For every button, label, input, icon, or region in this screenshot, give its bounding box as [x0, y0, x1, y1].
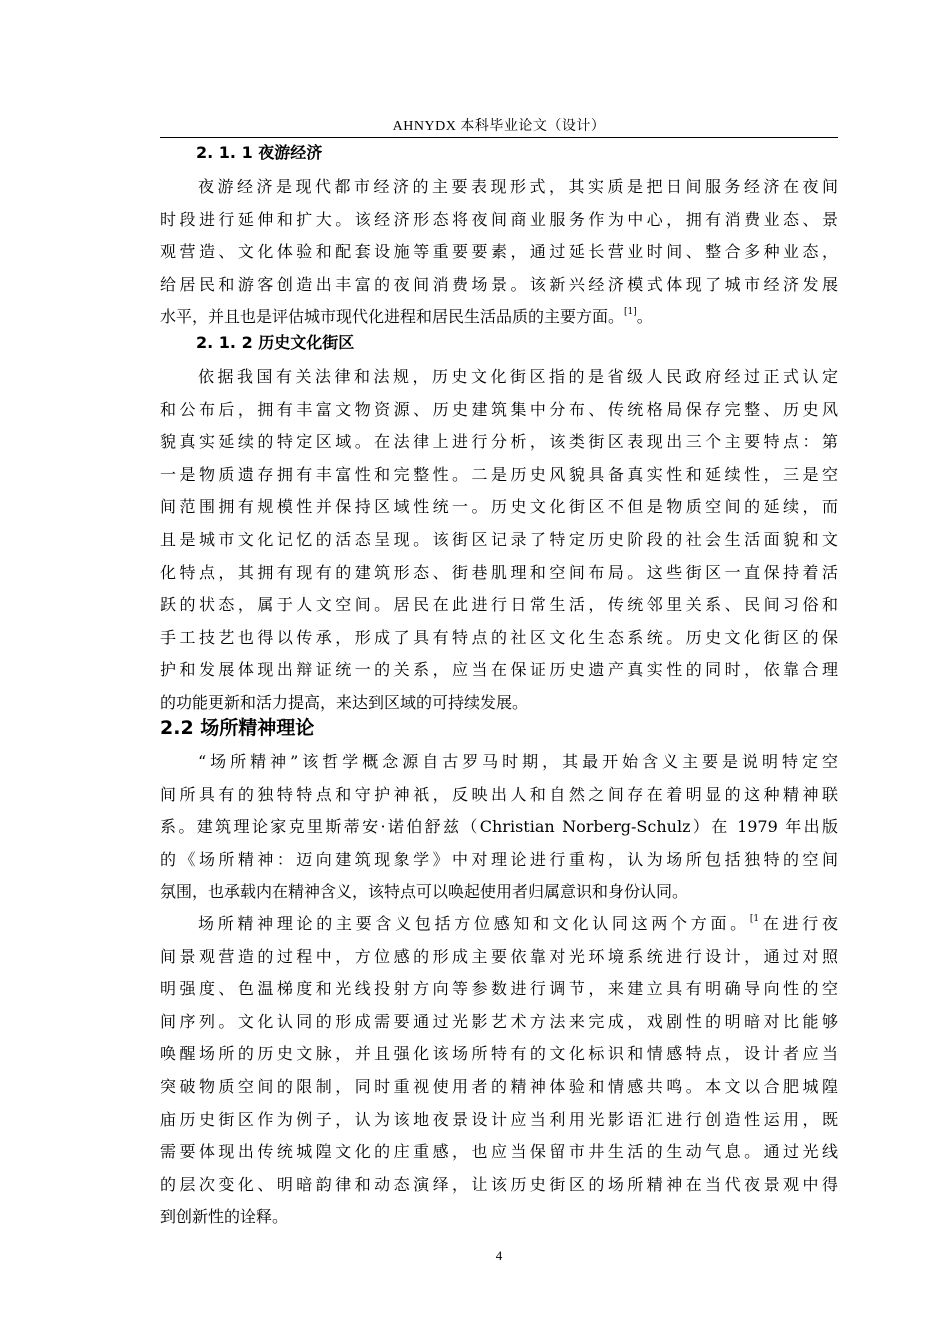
text-line-with-citation: [160, 301, 838, 334]
text-line: 庙历史街区作为例子，认为该地夜景设计应当利用光影语汇进行创造性运用，既: [160, 1109, 838, 1129]
header-rule: [160, 137, 838, 138]
citation-marker: [1]: [624, 307, 637, 318]
paragraph-historic-district: [160, 361, 838, 720]
text-line: 需要体现出传统城隍文化的庄重感，也应当保留市井生活的生动气息。通过光线: [160, 1142, 838, 1162]
text-line: 时段进行延伸和扩大。该经济形态将夜间商业服务作为中心，拥有消费业态、景: [160, 209, 838, 229]
text-line: 间景观营造的过程中，方位感的形成主要依靠对光环境系统进行设计，通过对照: [160, 946, 838, 966]
text-line: 间序列。文化认同的形成需要通过光影艺术方法来完成，戏剧性的明暗对比能够: [160, 1011, 838, 1031]
text-line: 的层次变化、明暗韵律和动态演绎，让该历史街区的场所精神在当代夜景观中得: [160, 1174, 838, 1194]
text-line: 和公布后，拥有丰富文物资源、历史建筑集中分布、传统格局保存完整、历史风: [160, 399, 838, 419]
text-line: 给居民和游客创造出丰富的夜间消费场景。该新兴经济模式体现了城市经济发展: [160, 274, 838, 294]
text-line: 依据我国有关法律和法规，历史文化街区指的是省级人民政府经过正式认定: [198, 367, 838, 386]
text-line: 的《场所精神：迈向建筑现象学》中对理论进行重构，认为场所包括独特的空间: [160, 849, 838, 869]
text-line: 间所具有的独特特点和守护神祇，反映出人和自然之间存在着明显的这种精神联: [160, 784, 838, 804]
text-line-with-citation: [160, 908, 838, 941]
citation-marker: [1: [749, 914, 760, 924]
page-number: 4: [495, 1248, 503, 1263]
text-line-tail: 在进行夜: [759, 914, 838, 933]
text-line: 貌真实延续的特定区域。在法律上进行分析，该类街区表现出三个主要特点：第: [160, 432, 838, 452]
text-line: 明强度、色温梯度和光线投射方向等参数进行调节，来建立具有明确导向性的空: [160, 979, 838, 999]
text-line: 且是城市文化记忆的活态呈现。该街区记录了特定历史阶段的社会生活面貌和文: [160, 529, 838, 549]
text-line: “场所精神”该哲学概念源自古罗马时期，其最开始含义主要是说明特定空: [198, 752, 838, 771]
text-line: 场所精神理论的主要含义包括方位感知和文化认同这两个方面。: [198, 914, 750, 933]
text-line: 夜游经济是现代都市经济的主要表现形式，其实质是把日间服务经济在夜间: [198, 177, 838, 196]
paragraph-night-tour-economy: [160, 171, 838, 334]
text-line: 的功能更新和活力提高，来达到区域的可持续发展。: [160, 692, 529, 712]
paragraph-genius-loci-origin: [160, 746, 838, 909]
text-line: 突破物质空间的限制，同时重视使用者的精神体验和情感共鸣。本文以合肥城隍: [160, 1076, 838, 1096]
paragraph-genius-loci-meaning: [160, 908, 838, 1234]
text-line: 手工技艺也得以传承，形成了具有特点的社区文化生态系统。历史文化街区的保: [160, 627, 838, 647]
text-line-tail: 。: [636, 307, 653, 327]
heading-2-1-1: 2. 1. 1 夜游经济: [196, 143, 323, 162]
heading-2-2: 2.2 场所精神理论: [160, 717, 315, 739]
text-line: 系。建筑理论家克里斯蒂安·诺伯舒兹（Christian Norberg-Schulz）在 1979 年出版: [160, 817, 838, 837]
text-line: 跃的状态，属于人文空间。居民在此进行日常生活，传统邻里关系、民间习俗和: [160, 595, 838, 615]
text-line: 间范围拥有规模性并保持区域性统一。历史文化街区不但是物质空间的延续，而: [160, 497, 838, 517]
text-line: 唤醒场所的历史文脉，并且强化该场所特有的文化标识和情感特点，设计者应当: [160, 1044, 838, 1064]
text-line: 氛围，也承载内在精神含义，该特点可以唤起使用者归属意识和身份认同。: [160, 882, 689, 902]
text-line: 一是物质遗存拥有丰富性和完整性。二是历史风貌具备真实性和延续性，三是空: [160, 464, 838, 484]
text-line: 水平，并且也是评估城市现代化进程和居民生活品质的主要方面。: [160, 307, 625, 327]
heading-2-1-2: 2. 1. 2 历史文化街区: [196, 333, 355, 352]
text-line: 化特点，其拥有现有的建筑形态、街巷肌理和空间布局。这些街区一直保持着活: [160, 562, 838, 582]
text-line: 到创新性的诠释。: [160, 1207, 289, 1227]
page-header: AHNYDX 本科毕业论文（设计）: [392, 119, 606, 134]
text-line: 护和发展体现出辩证统一的关系，应当在保证历史遗产真实性的同时，依靠合理: [160, 660, 838, 680]
text-line: 观营造、文化体验和配套设施等重要要素，通过延长营业时间、整合多种业态，: [160, 242, 838, 262]
